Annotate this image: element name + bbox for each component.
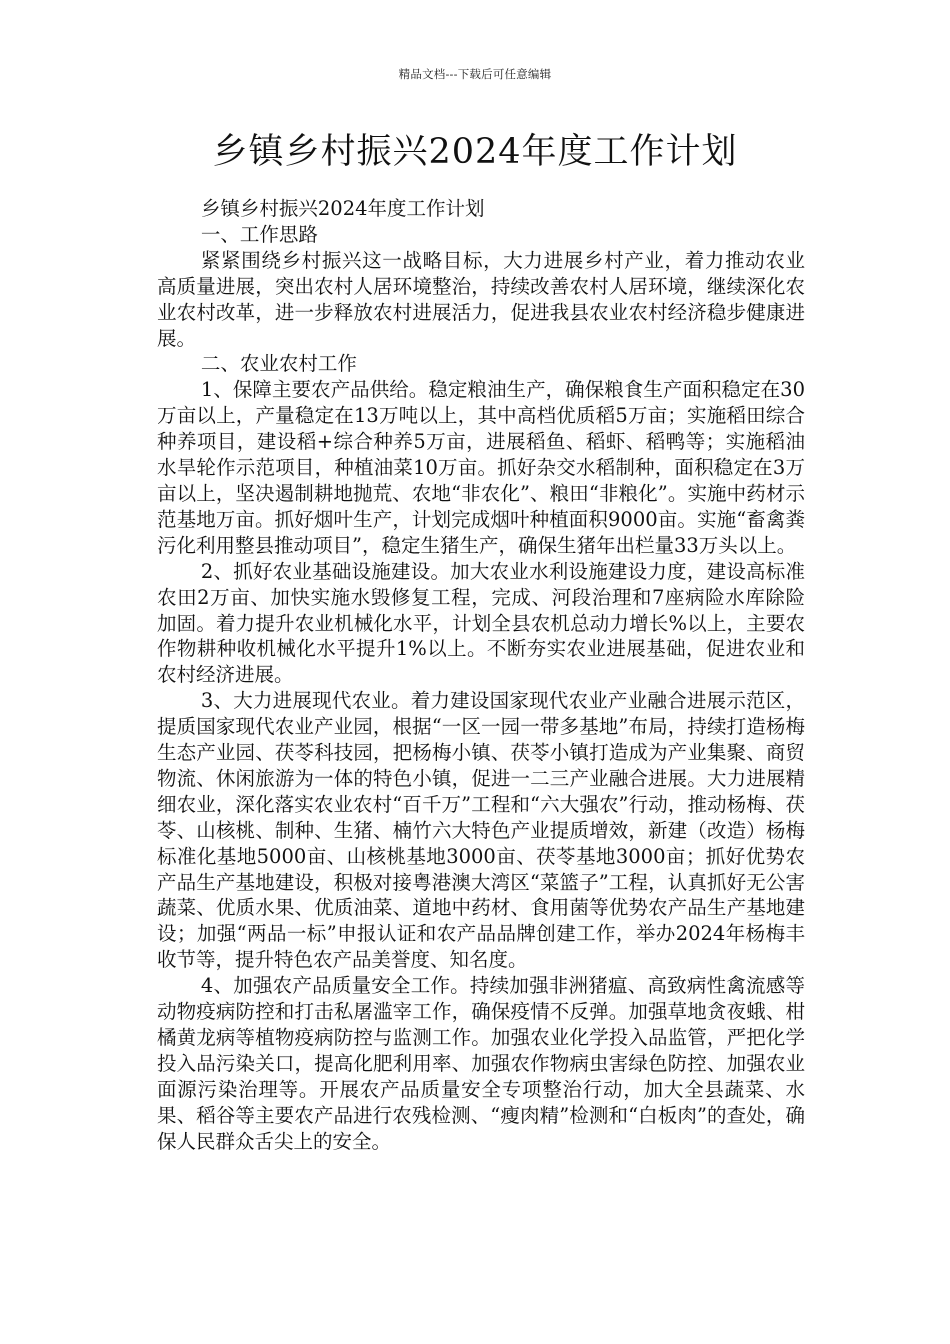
section-1-paragraph: 紧紧围绕乡村振兴这一战略目标，大力进展乡村产业，着力推动农业高质量进展，突出农村人居环境整治，持续改善农村人居环境，继续深化农业农村改革，进一步释放农村进展活力，促进我县农业农村经济稳步健康进展。 [157,248,805,350]
paragraph-1: 1、保障主要农产品供给。稳定粮油生产，确保粮食生产面积稳定在30万亩以上，产量稳定在13万吨以上，其中高档优质稻5万亩；实施稻田综合种养项目，建设稻+综合种养5万亩，进展稻鱼、稻虾、稻鸭等；实施稻油水旱轮作示范项目，种植油菜10万亩。抓好杂交水稻制种，面积稳定在3万亩以上，坚决遏制耕地抛荒、农地“非农化”、粮田“非粮化”。实施中药材示范基地万亩。抓好烟叶生产，计划完成烟叶种植面积9000亩。实施“畜禽粪污化利用整县推动项目”，稳定生猪生产，确保生猪年出栏量33万头以上。 [157,378,805,557]
paragraph-2: 2、抓好农业基础设施建设。加大农业水利设施建设力度，建设高标准农田2万亩、加快实施水毁修复工程，完成、河段治理和7座病险水库除险加固。着力提升农业机械化水平，计划全县农机总动力增长%以上，主要农作物耕种收机械化水平提升1%以上。不断夯实农业进展基础，促进农业和农村经济进展。 [157,559,805,687]
paragraph-3: 3、大力进展现代农业。着力建设国家现代农业产业融合进展示范区，提质国家现代农业产业园，根据“一区一园一带多基地”布局，持续打造杨梅生态产业园、茯苓科技园，把杨梅小镇、茯苓小镇打造成为产业集聚、商贸物流、休闲旅游为一体的特色小镇，促进一二三产业融合进展。大力进展精细农业，深化落实农业农村“百千万”工程和“六大强农”行动，推动杨梅、茯苓、山核桃、制种、生猪、楠竹六大特色产业提质增效，新建（改造）杨梅标准化基地5000亩、山核桃基地3000亩、茯苓基地3000亩；抓好优势农产品生产基地建设，积极对接粤港澳大湾区“菜篮子”工程，认真抓好无公害蔬菜、优质水果、优质油菜、道地中药材、食用菌等优势农产品生产基地建设；加强“两品一标”申报认证和农产品品牌创建工作，举办2024年杨梅丰收节等，提升特色农产品美誉度、知名度。 [157,689,805,972]
section-heading-1: 一、工作思路 [200,222,318,246]
paragraph-4: 4、加强农产品质量安全工作。持续加强非洲猪瘟、高致病性禽流感等动物疫病防控和打击私屠滥宰工作，确保疫情不反弹。加强草地贪夜蛾、柑橘黄龙病等植物疫病防控与监测工作。加强农业化学投入品监管，严把化学投入品污染关口，提高化肥利用率、加强农作物病虫害绿色防控、加强农业面源污染治理等。开展农产品质量安全专项整治行动，加大全县蔬菜、水果、稻谷等主要农产品进行农残检测、“瘦肉精”检测和“白板肉”的查处，确保人民群众舌尖上的安全。 [157,974,805,1153]
document-title: 乡镇乡村振兴2024年度工作计划 [212,132,738,172]
document-subtitle: 乡镇乡村振兴2024年度工作计划 [200,197,485,220]
section-heading-2: 二、农业农村工作 [200,352,357,376]
header-note: 精品文档---下载后可任意编辑 [398,67,552,81]
document-body [157,196,805,1155]
